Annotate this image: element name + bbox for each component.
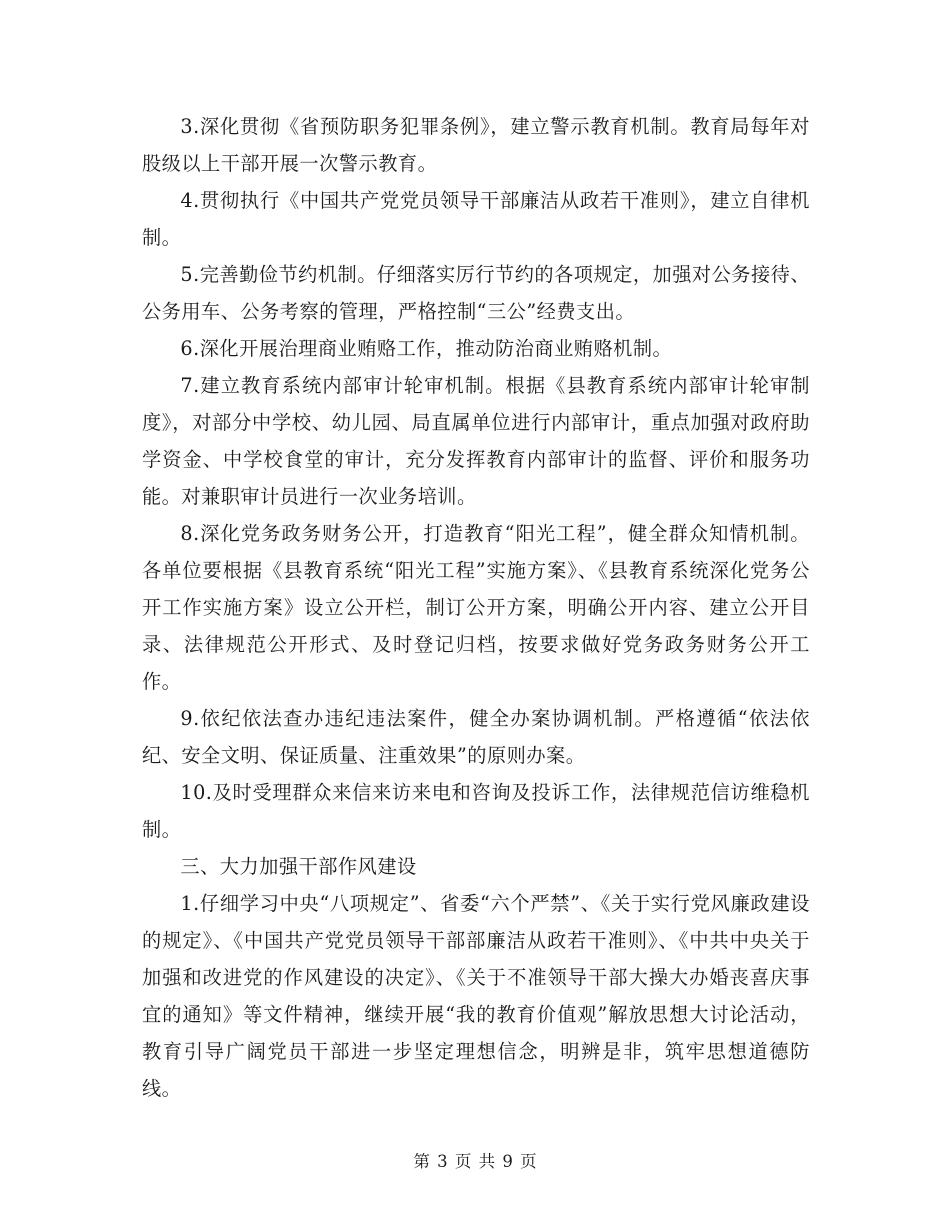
paragraph-item-1: 1.仔细学习中央“八项规定”、省委“六个严禁”、《关于实行党风廉政建设的规定》、《中国共产党党员领导干部部廉洁从政若干准则》、《中共中央关于加强和改进党的作风建设的决定》、《关于不准领导干部大操大办婚丧喜庆事宜的通知》等文件精神，继续开展“我的教育价值观”解放思想大讨论活动，教育引导广阔党员干部进一步坚定理想信念，明辨是非，筑牢思想道德防线。 xyxy=(142,892,810,1100)
paragraph-item-9: 9.依纪依法查办违纪违法案件，健全办案协调机制。严格遵循“依法依纪、安全文明、保证质量、注重效果”的原则办案。 xyxy=(142,707,810,767)
paragraph-item-4: 4.贯彻执行《中国共产党党员领导干部廉洁从政若干准则》，建立自律机制。 xyxy=(142,189,810,249)
paragraph-item-6: 6.深化开展治理商业贿赂工作，推动防治商业贿赂机制。 xyxy=(180,337,673,360)
paragraph-item-7: 7.建立教育系统内部审计轮审机制。根据《县教育系统内部审计轮审制度》，对部分中学校、幼儿园、局直属单位进行内部审计，重点加强对政府助学资金、中学校食堂的审计，充分发挥教育内部审计的监督、评价和服务功能。对兼职审计员进行一次业务培训。 xyxy=(142,374,810,508)
document-body xyxy=(142,108,810,1107)
page-number: 第 3 页 共 9 页 xyxy=(413,1152,537,1171)
paragraph-item-10: 10.及时受理群众来信来访来电和咨询及投诉工作，法律规范信访维稳机制。 xyxy=(142,781,810,841)
paragraph-item-5: 5.完善勤俭节约机制。仔细落实厉行节约的各项规定，加强对公务接待、公务用车、公务考察的管理，严格控制“三公”经费支出。 xyxy=(142,263,811,323)
page-footer xyxy=(0,1150,950,1174)
paragraph-item-3: 3.深化贯彻《省预防职务犯罪条例》，建立警示教育机制。教育局每年对股级以上干部开展一次警示教育。 xyxy=(142,115,810,175)
paragraph-item-8: 8.深化党务政务财务公开，打造教育“阳光工程”，健全群众知情机制。各单位要根据《县教育系统“阳光工程”实施方案》、《县教育系统深化党务公开工作实施方案》设立公开栏，制订公开方案，明确公开内容、建立公开目录、法律规范公开形式、及时登记归档，按要求做好党务政务财务公开工作。 xyxy=(142,522,810,693)
section-heading: 三、大力加强干部作风建设 xyxy=(180,855,417,878)
